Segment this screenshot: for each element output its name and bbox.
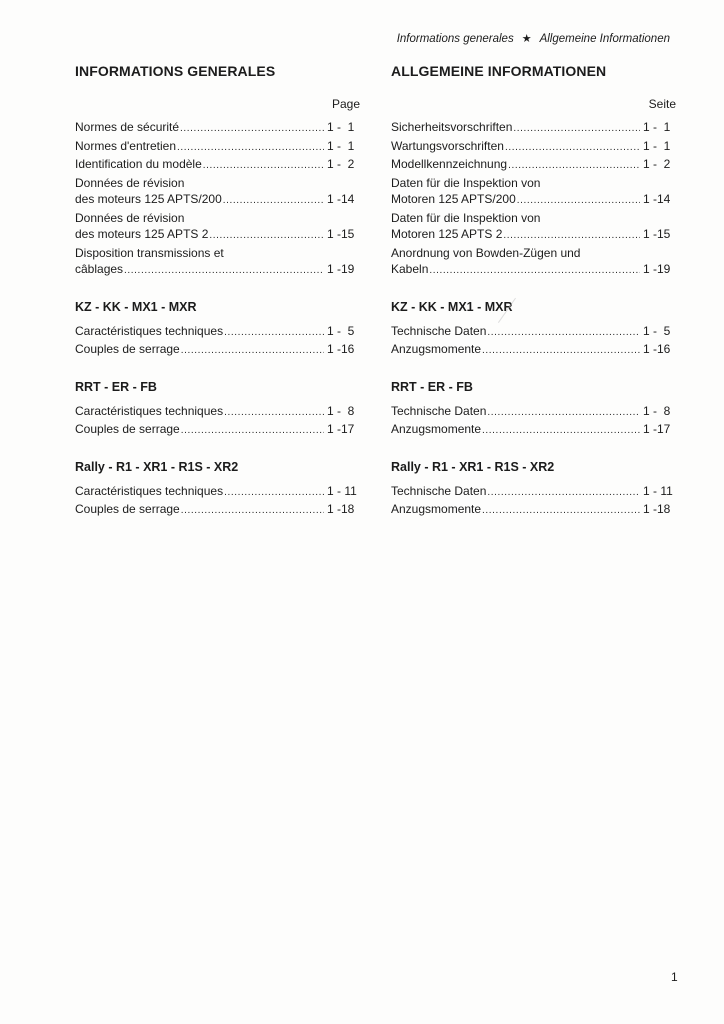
toc-entry	[391, 501, 676, 520]
toc-page-ref: 1 -18	[327, 502, 355, 516]
dot-leader	[224, 485, 324, 502]
toc-row	[391, 341, 676, 360]
toc-row	[75, 226, 360, 245]
toc-entry-line: Disposition transmissions et	[75, 245, 224, 260]
toc-page-ref: 1 - 2	[643, 157, 671, 171]
toc-entry	[391, 156, 676, 175]
french-sections	[75, 300, 360, 520]
toc-row	[391, 138, 676, 157]
toc-page-ref: 1 - 5	[643, 323, 671, 338]
german-page-label: Seite	[648, 97, 676, 111]
dot-leader	[482, 503, 640, 520]
toc-row	[75, 261, 360, 280]
toc-page-ref: 1 -18	[643, 502, 671, 516]
toc-entry	[75, 138, 360, 157]
toc-entry	[391, 119, 676, 138]
model-section-title: Rally - R1 - XR1 - R1S - XR2	[391, 459, 555, 474]
toc-entry-label: Motoren 125 APTS/200	[391, 192, 516, 206]
toc-entry	[75, 483, 360, 502]
toc-entry-label: Motoren 125 APTS 2	[391, 227, 503, 241]
toc-entry	[391, 210, 676, 245]
toc-entry	[391, 483, 676, 502]
toc-row	[75, 403, 360, 422]
toc-page-ref: 1 - 1	[327, 120, 355, 134]
running-header-german: Allgemeine Informationen	[539, 33, 670, 45]
toc-entry	[75, 119, 360, 138]
toc-entry-label: Caractéristiques techniques	[75, 323, 224, 338]
toc-entry-label: Caractéristiques techniques	[75, 483, 224, 498]
running-header-french: Informations generales	[396, 33, 514, 45]
toc-entry-label: câblages	[75, 262, 124, 276]
toc-entry-label: Normes d'entretien	[75, 138, 177, 153]
toc-entry	[75, 403, 360, 422]
toc-entry-label: Technische Daten	[391, 323, 487, 338]
toc-row	[75, 483, 360, 502]
toc-entry	[75, 341, 360, 360]
dot-leader	[505, 140, 640, 157]
toc-page-ref: 1 - 1	[643, 138, 671, 153]
german-toc	[391, 119, 676, 280]
dot-leader	[180, 121, 324, 138]
toc-page-ref: 1 -17	[643, 422, 671, 436]
dot-leader	[209, 228, 324, 245]
toc-entry-label: Wartungsvorschriften	[391, 138, 504, 153]
model-section	[75, 300, 360, 360]
toc-entry-label: Anzugsmomente	[391, 502, 482, 516]
toc-entry-label: Technische Daten	[391, 403, 487, 418]
model-section-title: KZ - KK - MX1 - MXR	[75, 299, 197, 314]
dot-leader	[487, 485, 640, 502]
dot-leader	[224, 325, 324, 342]
french-column	[75, 63, 360, 520]
page-number: 1	[671, 970, 678, 984]
model-section	[75, 460, 360, 520]
toc-row	[75, 156, 360, 175]
dot-leader	[482, 343, 640, 360]
toc-entry-label: des moteurs 125 APTS/200	[75, 192, 222, 206]
toc-row	[391, 156, 676, 175]
toc-entry	[391, 403, 676, 422]
toc-entry-label: Kabeln	[391, 262, 429, 276]
toc-entry-label: Couples de serrage	[75, 342, 180, 356]
dot-leader	[181, 423, 324, 440]
dot-leader	[503, 228, 640, 245]
french-column-title: INFORMATIONS GENERALES	[75, 63, 276, 79]
toc-entry-label: Sicherheitsvorschriften	[391, 120, 513, 134]
toc-entry	[391, 341, 676, 360]
dot-leader	[482, 423, 640, 440]
toc-entry-line: Daten für die Inspektion von	[391, 210, 541, 225]
toc-entry	[391, 175, 676, 210]
model-section-title: RRT - ER - FB	[75, 379, 157, 394]
dot-leader	[181, 343, 324, 360]
toc-entry	[75, 323, 360, 342]
toc-entry-line: Données de révision	[75, 175, 185, 190]
toc-entry-label: Anzugsmomente	[391, 342, 482, 356]
toc-page-ref: 1 -16	[643, 342, 671, 356]
running-header	[397, 32, 670, 45]
model-section	[391, 460, 676, 520]
star-separator-icon: ★	[521, 33, 532, 45]
dot-leader	[429, 263, 640, 280]
toc-page-ref: 1 - 1	[643, 120, 671, 134]
toc-entry	[75, 175, 360, 210]
model-section-title: Rally - R1 - XR1 - R1S - XR2	[75, 459, 239, 474]
dot-leader	[223, 193, 324, 210]
toc-entry	[391, 245, 676, 280]
toc-row	[75, 501, 360, 520]
toc-page-ref: 1 - 5	[327, 323, 355, 338]
toc-row	[391, 226, 676, 245]
toc-row	[75, 323, 360, 342]
dot-leader	[224, 405, 324, 422]
toc-row	[75, 421, 360, 440]
toc-page-ref: 1 - 8	[643, 403, 671, 418]
dot-leader	[181, 503, 324, 520]
toc-entry	[391, 421, 676, 440]
toc-entry-label: Anzugsmomente	[391, 422, 482, 436]
model-section	[391, 380, 676, 440]
toc-row	[391, 191, 676, 210]
toc-page-ref: 1 - 11	[327, 483, 357, 498]
dot-leader	[513, 121, 640, 138]
toc-page-ref: 1 -15	[643, 227, 671, 241]
toc-entry	[391, 323, 676, 342]
toc-page-ref: 1 - 1	[327, 138, 355, 153]
toc-entry-label: Technische Daten	[391, 483, 487, 498]
toc-row	[391, 119, 676, 138]
toc-page-ref: 1 - 11	[643, 483, 673, 498]
toc-row	[391, 421, 676, 440]
toc-entry-label: Identification du modèle	[75, 157, 202, 171]
dot-leader	[177, 140, 324, 157]
toc-entry	[75, 156, 360, 175]
toc-row	[75, 341, 360, 360]
toc-row	[391, 403, 676, 422]
toc-page-ref: 1 -14	[327, 192, 355, 206]
toc-entry-line: Daten für die Inspektion von	[391, 175, 541, 190]
dot-leader	[508, 158, 640, 175]
toc-row	[75, 191, 360, 210]
toc-page-ref: 1 -17	[327, 422, 355, 436]
toc-row	[391, 501, 676, 520]
german-column	[391, 63, 676, 520]
toc-page-ref: 1 - 8	[327, 403, 355, 418]
toc-row	[391, 323, 676, 342]
toc-page-ref: 1 - 2	[327, 157, 355, 171]
toc-row	[391, 261, 676, 280]
toc-entry-label: Normes de sécurité	[75, 120, 180, 134]
toc-page-ref: 1 -16	[327, 342, 355, 356]
model-section	[391, 300, 676, 360]
toc-entry-label: Couples de serrage	[75, 422, 180, 436]
toc-page-ref: 1 -14	[643, 192, 671, 206]
dot-leader	[487, 405, 640, 422]
dot-leader	[517, 193, 640, 210]
toc-row	[75, 138, 360, 157]
toc-entry	[75, 210, 360, 245]
model-section	[75, 380, 360, 440]
toc-entry	[75, 245, 360, 280]
german-sections	[391, 300, 676, 520]
toc-page-ref: 1 -19	[643, 262, 671, 276]
toc-page-ref: 1 -15	[327, 227, 355, 241]
toc-entry	[391, 138, 676, 157]
toc-entry-line: Anordnung von Bowden-Zügen und	[391, 245, 581, 260]
french-page-label: Page	[331, 97, 360, 111]
toc-entry	[75, 501, 360, 520]
toc-entry	[75, 421, 360, 440]
toc-page-ref: 1 -19	[327, 262, 355, 276]
toc-row	[75, 119, 360, 138]
toc-entry-label: des moteurs 125 APTS 2	[75, 227, 209, 241]
toc-row	[391, 483, 676, 502]
dot-leader	[124, 263, 324, 280]
toc-entry-line: Données de révision	[75, 210, 185, 225]
model-section-title: KZ - KK - MX1 - MXR	[391, 299, 513, 314]
toc-entry-label: Caractéristiques techniques	[75, 403, 224, 418]
dot-leader	[203, 158, 324, 175]
german-column-title: ALLGEMEINE INFORMATIONEN	[391, 63, 607, 79]
toc-entry-label: Couples de serrage	[75, 502, 180, 516]
model-section-title: RRT - ER - FB	[391, 379, 473, 394]
toc-entry-label: Modellkennzeichnung	[391, 157, 508, 171]
french-toc	[75, 119, 360, 280]
